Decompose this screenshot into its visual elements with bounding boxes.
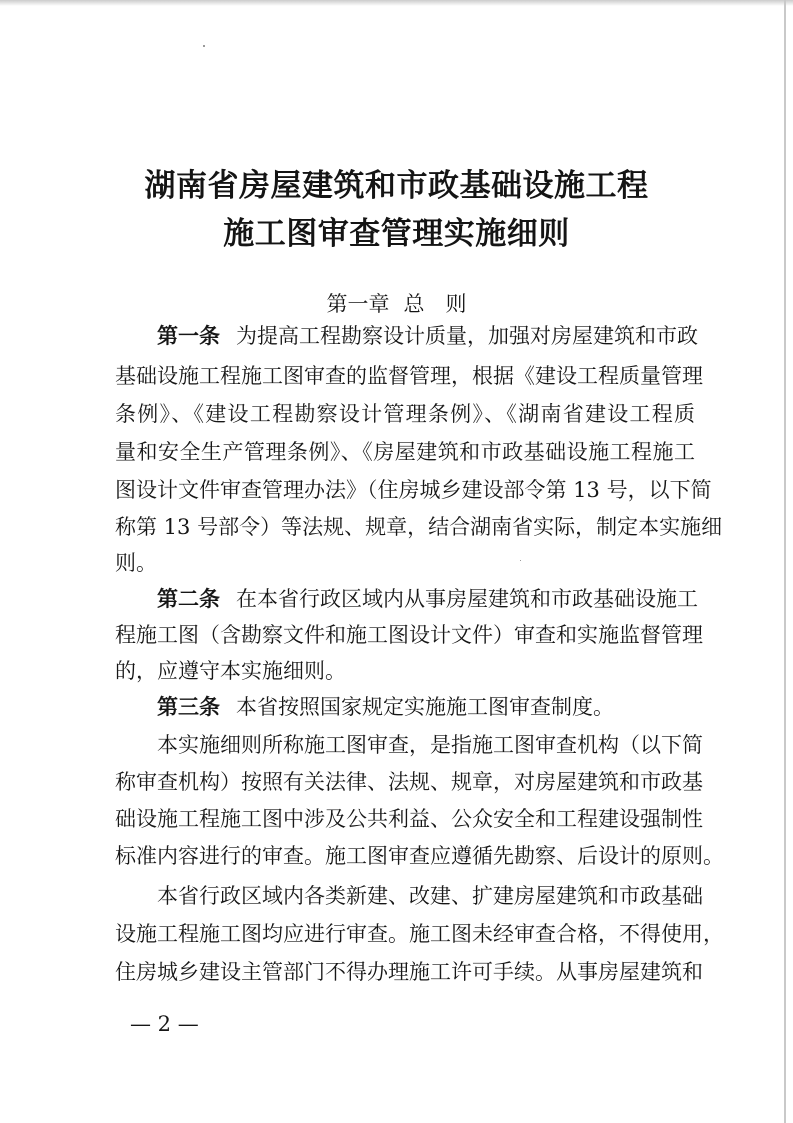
article-1-line-2: 基础设施工程施工图审查的监督管理，根据《建设工程质量管理 <box>115 364 703 388</box>
paragraph-1-line-1: 本实施细则所称施工图审查，是指施工图审查机构（以下简 <box>157 733 703 757</box>
paragraph-2-line-2: 设施工程施工图均应进行审查。施工图未经审查合格，不得使用， <box>115 922 724 946</box>
article-2-line-3: 的，应遵守本实施细则。 <box>115 659 346 683</box>
chapter-name: 总 则 <box>403 292 467 316</box>
paragraph-1-line-4: 标准内容进行的审查。施工图审查应遵循先勘察、后设计的原则。 <box>115 844 724 868</box>
article-1-label: 第一条 <box>157 324 220 348</box>
document-title-line-1: 湖南省房屋建筑和市政基础设施工程 <box>144 168 649 204</box>
article-1-line-4: 量和安全生产管理条例》、《房屋建筑和市政基础设施工程施工 <box>115 440 695 464</box>
scan-shadow-top <box>0 0 793 6</box>
article-1-line-7: 则。 <box>115 551 157 575</box>
article-3-text: 本省按照国家规定实施施工图审查制度。 <box>236 695 614 719</box>
article-1-text: 为提高工程勘察设计质量，加强对房屋建筑和市政 <box>236 324 698 348</box>
page-number: — 2 — <box>130 1012 199 1036</box>
paragraph-2-line-1: 本省行政区域内各类新建、改建、扩建房屋建筑和市政基础 <box>157 884 703 908</box>
article-1-line-5: 图设计文件审查管理办法》（住房城乡建设部令第 13 号，以下简 <box>115 478 712 502</box>
article-1-line-3: 条例》、《建设工程勘察设计管理条例》、《湖南省建设工程质 <box>115 402 695 426</box>
document-title-line-2: 施工图审查管理实施细则 <box>223 216 570 252</box>
article-2-line-1 <box>157 584 698 614</box>
article-3-line-1 <box>157 692 695 722</box>
article-3-label: 第三条 <box>157 695 220 719</box>
article-2-line-2: 程施工图（含勘察文件和施工图设计文件）审查和实施监督管理 <box>115 623 703 647</box>
paragraph-1-line-2: 称审查机构）按照有关法律、法规、规章，对房屋建筑和市政基 <box>115 770 703 794</box>
paragraph-1-line-3: 础设施工程施工图中涉及公共利益、公众安全和工程建设强制性 <box>115 807 703 831</box>
paragraph-2-line-3: 住房城乡建设主管部门不得办理施工许可手续。从事房屋建筑和 <box>115 960 703 984</box>
chapter-heading <box>0 288 793 318</box>
article-2-label: 第二条 <box>157 587 220 611</box>
scan-speck <box>203 45 205 47</box>
article-2-text: 在本省行政区域内从事房屋建筑和市政基础设施工 <box>236 587 698 611</box>
chapter-number: 第一章 <box>326 292 390 316</box>
article-1-line-6: 称第 13 号部令）等法规、规章，结合湖南省实际，制定本实施细 <box>115 515 723 539</box>
article-1-line-1 <box>157 321 698 351</box>
